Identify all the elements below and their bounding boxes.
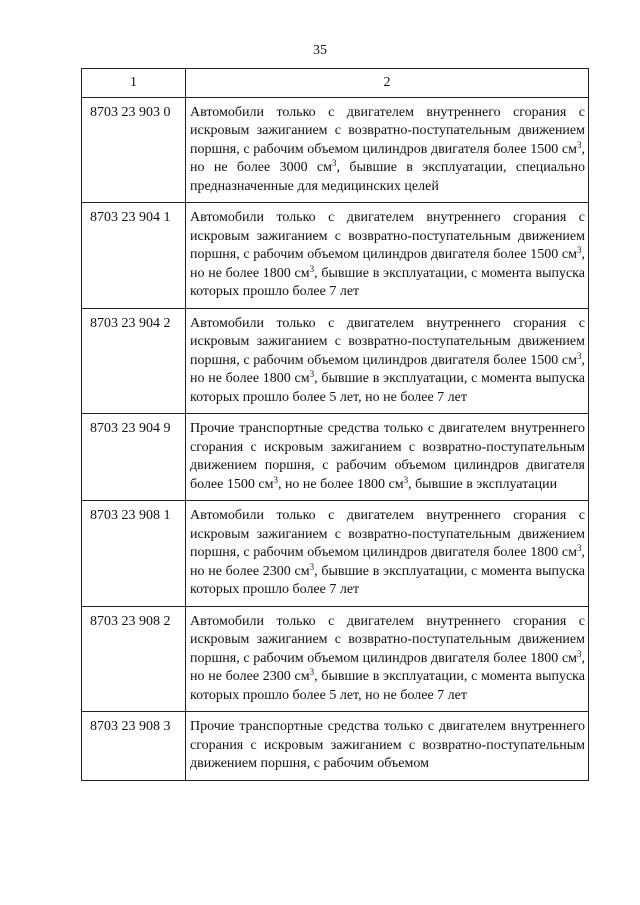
superscript-unit: 3: [577, 543, 582, 553]
description-text: , бывшие в эксплуатации, с момента выпуска которых прошло более 5 лет, но не более 7 лет: [190, 371, 585, 405]
goods-description: [186, 712, 589, 781]
description-text: Автомобили только с двигателем внутреннего сгорания с искровым зажиганием с возвратно-поступательным движением поршня, с рабочим объемом цилиндров двигателя более 1800 см: [190, 508, 585, 560]
goods-description: [186, 414, 589, 501]
tariff-code-table: [81, 68, 589, 781]
description-text: , но не более 1800 см: [190, 352, 585, 386]
description-text: , бывшие в эксплуатации: [408, 476, 558, 492]
description-text: , но не более 2300 см: [190, 650, 585, 684]
description-text: , бывшие в эксплуатации, специально предназначенные для медицинских целей: [190, 160, 585, 194]
tariff-code: 8703 23 903 0: [82, 97, 186, 203]
description-text: , но не более 1800 см: [277, 476, 404, 492]
tariff-code: 8703 23 904 1: [82, 203, 186, 309]
tariff-code: 8703 23 908 2: [82, 606, 186, 712]
table-row: [82, 203, 589, 309]
superscript-unit: 3: [577, 648, 582, 659]
goods-description: [186, 606, 589, 712]
superscript-unit: 3: [331, 158, 337, 168]
superscript-unit: 3: [577, 245, 582, 255]
superscript-unit: 3: [273, 474, 278, 485]
table-row: [82, 712, 589, 781]
description-text: , но не более 2300 см: [190, 545, 585, 579]
description-text: Автомобили только с двигателем внутреннего сгорания с искровым зажиганием с возвратно-поступательным движением поршня, с рабочим объемом цилиндров двигателя более 1500 см: [190, 104, 585, 157]
goods-description: [186, 501, 589, 607]
column-header-description: 2: [186, 69, 589, 98]
description-text: , но не более 3000 см: [190, 141, 585, 175]
goods-description: [186, 97, 589, 203]
superscript-unit: 3: [577, 139, 582, 150]
description-text: Прочие транспортные средства только с двигателем внутреннего сгорания с искровым зажиганием с возвратно-поступательным движением поршня, с рабочим объемом: [190, 719, 585, 771]
superscript-unit: 3: [577, 350, 582, 361]
table-header-row: [82, 69, 589, 98]
table-row: [82, 501, 589, 607]
table-row: [82, 308, 589, 414]
superscript-unit: 3: [309, 263, 315, 274]
description-text: , бывшие в эксплуатации, с момента выпуска которых прошло более 7 лет: [190, 563, 585, 597]
tariff-code: 8703 23 904 9: [82, 414, 186, 501]
tariff-code: 8703 23 908 1: [82, 501, 186, 607]
superscript-unit: 3: [309, 369, 315, 379]
description-text: , бывшие в эксплуатации, с момента выпуска которых прошло более 5 лет, но не более 7 лет: [190, 669, 585, 703]
description-text: Автомобили только с двигателем внутреннего сгорания с искровым зажиганием с возвратно-поступательным движением поршня, с рабочим объемом цилиндров двигателя более 1800 см: [190, 613, 585, 666]
description-text: Прочие транспортные средства только с двигателем внутреннего сгорания с искровым зажиганием с возвратно-поступательным движением поршня, с рабочим объемом цилиндров двигателя более 1500 см: [190, 421, 585, 492]
goods-description: [186, 203, 589, 309]
column-header-code: 1: [82, 69, 186, 98]
table-row: [82, 414, 589, 501]
description-text: , бывшие в эксплуатации, с момента выпуска которых прошло более 7 лет: [190, 265, 585, 299]
tariff-code: 8703 23 908 3: [82, 712, 186, 781]
tariff-code: 8703 23 904 2: [82, 308, 186, 414]
superscript-unit: 3: [309, 561, 315, 572]
goods-description: [186, 308, 589, 414]
table-row: [82, 97, 589, 203]
superscript-unit: 3: [403, 474, 409, 485]
table-row: [82, 606, 589, 712]
description-text: Автомобили только с двигателем внутреннего сгорания с искровым зажиганием с возвратно-поступательным движением поршня, с рабочим объемом цилиндров двигателя более 1500 см: [190, 210, 585, 262]
description-text: , но не более 1800 см: [190, 247, 585, 281]
page-number: 35: [313, 43, 327, 58]
description-text: Автомобили только с двигателем внутреннего сгорания с искровым зажиганием с возвратно-поступательным движением поршня, с рабочим объемом цилиндров двигателя более 1500 см: [190, 315, 585, 368]
superscript-unit: 3: [309, 667, 315, 677]
